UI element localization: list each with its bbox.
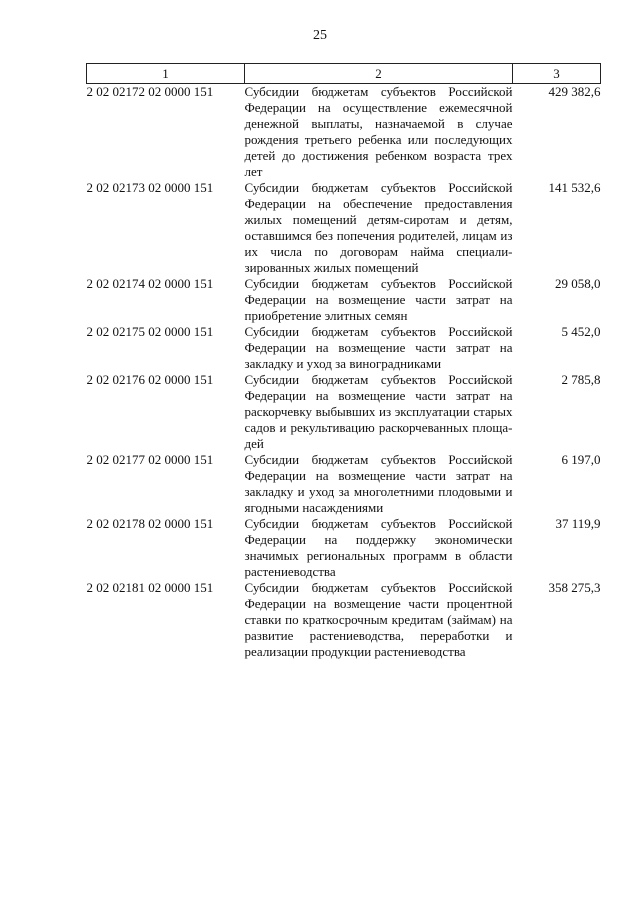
header-col-1: 1 <box>87 64 245 84</box>
amount: 37 119,9 <box>555 516 601 531</box>
table-row <box>87 84 601 181</box>
revenue-name: Субсидии бюджетам субъектов Российской Федерации на возмещение части процентной ставки по краткосрочным кредитам (займам) на развитие растениеводства, переработки и реализации продукции растениеводства <box>244 580 513 659</box>
revenue-name: Субсидии бюджетам субъектов Российской Федерации на возмещение части затрат на закладку и уход за многолетними плодовыми и ягодными насаждениями <box>244 452 513 515</box>
budget-code: 2 02 02175 02 0000 151 <box>86 324 214 339</box>
amount: 2 785,8 <box>561 372 601 387</box>
amount: 29 058,0 <box>555 276 601 291</box>
revenue-name: Субсидии бюджетам субъектов Российской Федерации на осуществление ежемесячной денежной выплаты, назначаемой в случае рождения третьего ребенка или последующих детей до достижения ребенком возраста трех лет <box>244 84 513 179</box>
table-row <box>87 324 601 372</box>
header-col-3: 3 <box>513 64 601 84</box>
table-row <box>87 180 601 276</box>
table-row <box>87 580 601 660</box>
amount: 141 532,6 <box>548 180 601 195</box>
page-number: 25 <box>313 28 327 43</box>
budget-code: 2 02 02174 02 0000 151 <box>86 276 214 291</box>
table-row <box>87 276 601 324</box>
amount: 358 275,3 <box>548 580 601 595</box>
amount: 429 382,6 <box>548 84 601 99</box>
revenue-name: Субсидии бюджетам субъектов Российской Федерации на поддержку экономически значимых региональных программ в области растениеводства <box>244 516 513 579</box>
budget-code: 2 02 02172 02 0000 151 <box>86 84 214 99</box>
budget-code: 2 02 02181 02 0000 151 <box>86 580 214 595</box>
header-col-2: 2 <box>245 64 513 84</box>
revenue-name: Субсидии бюджетам субъектов Российской Федерации на обеспечение предоставления жилых помещений детям-сиротам и детям, оставшимся без попечения родителей, лицам из их числа по договорам найма специализированных жилых помещений <box>244 180 513 275</box>
budget-table <box>86 63 601 660</box>
budget-code: 2 02 02178 02 0000 151 <box>86 516 214 531</box>
table-row <box>87 452 601 516</box>
budget-code: 2 02 02177 02 0000 151 <box>86 452 214 467</box>
table-header <box>87 64 601 84</box>
revenue-name: Субсидии бюджетам субъектов Российской Федерации на возмещение части затрат на закладку и уход за виноградниками <box>244 324 513 371</box>
header-row <box>87 64 601 84</box>
table-row <box>87 516 601 580</box>
budget-code: 2 02 02173 02 0000 151 <box>86 180 214 195</box>
budget-code: 2 02 02176 02 0000 151 <box>86 372 214 387</box>
revenue-name: Субсидии бюджетам субъектов Российской Федерации на возмещение части затрат на приобретение элитных семян <box>244 276 513 323</box>
table-row <box>87 372 601 452</box>
amount: 5 452,0 <box>561 324 601 339</box>
revenue-name: Субсидии бюджетам субъектов Российской Федерации на возмещение части затрат на раскорчевку выбывших из эксплуатации старых садов и рекультивацию раскорчеванных площадей <box>244 372 513 451</box>
table-body <box>87 84 601 661</box>
amount: 6 197,0 <box>561 452 601 467</box>
